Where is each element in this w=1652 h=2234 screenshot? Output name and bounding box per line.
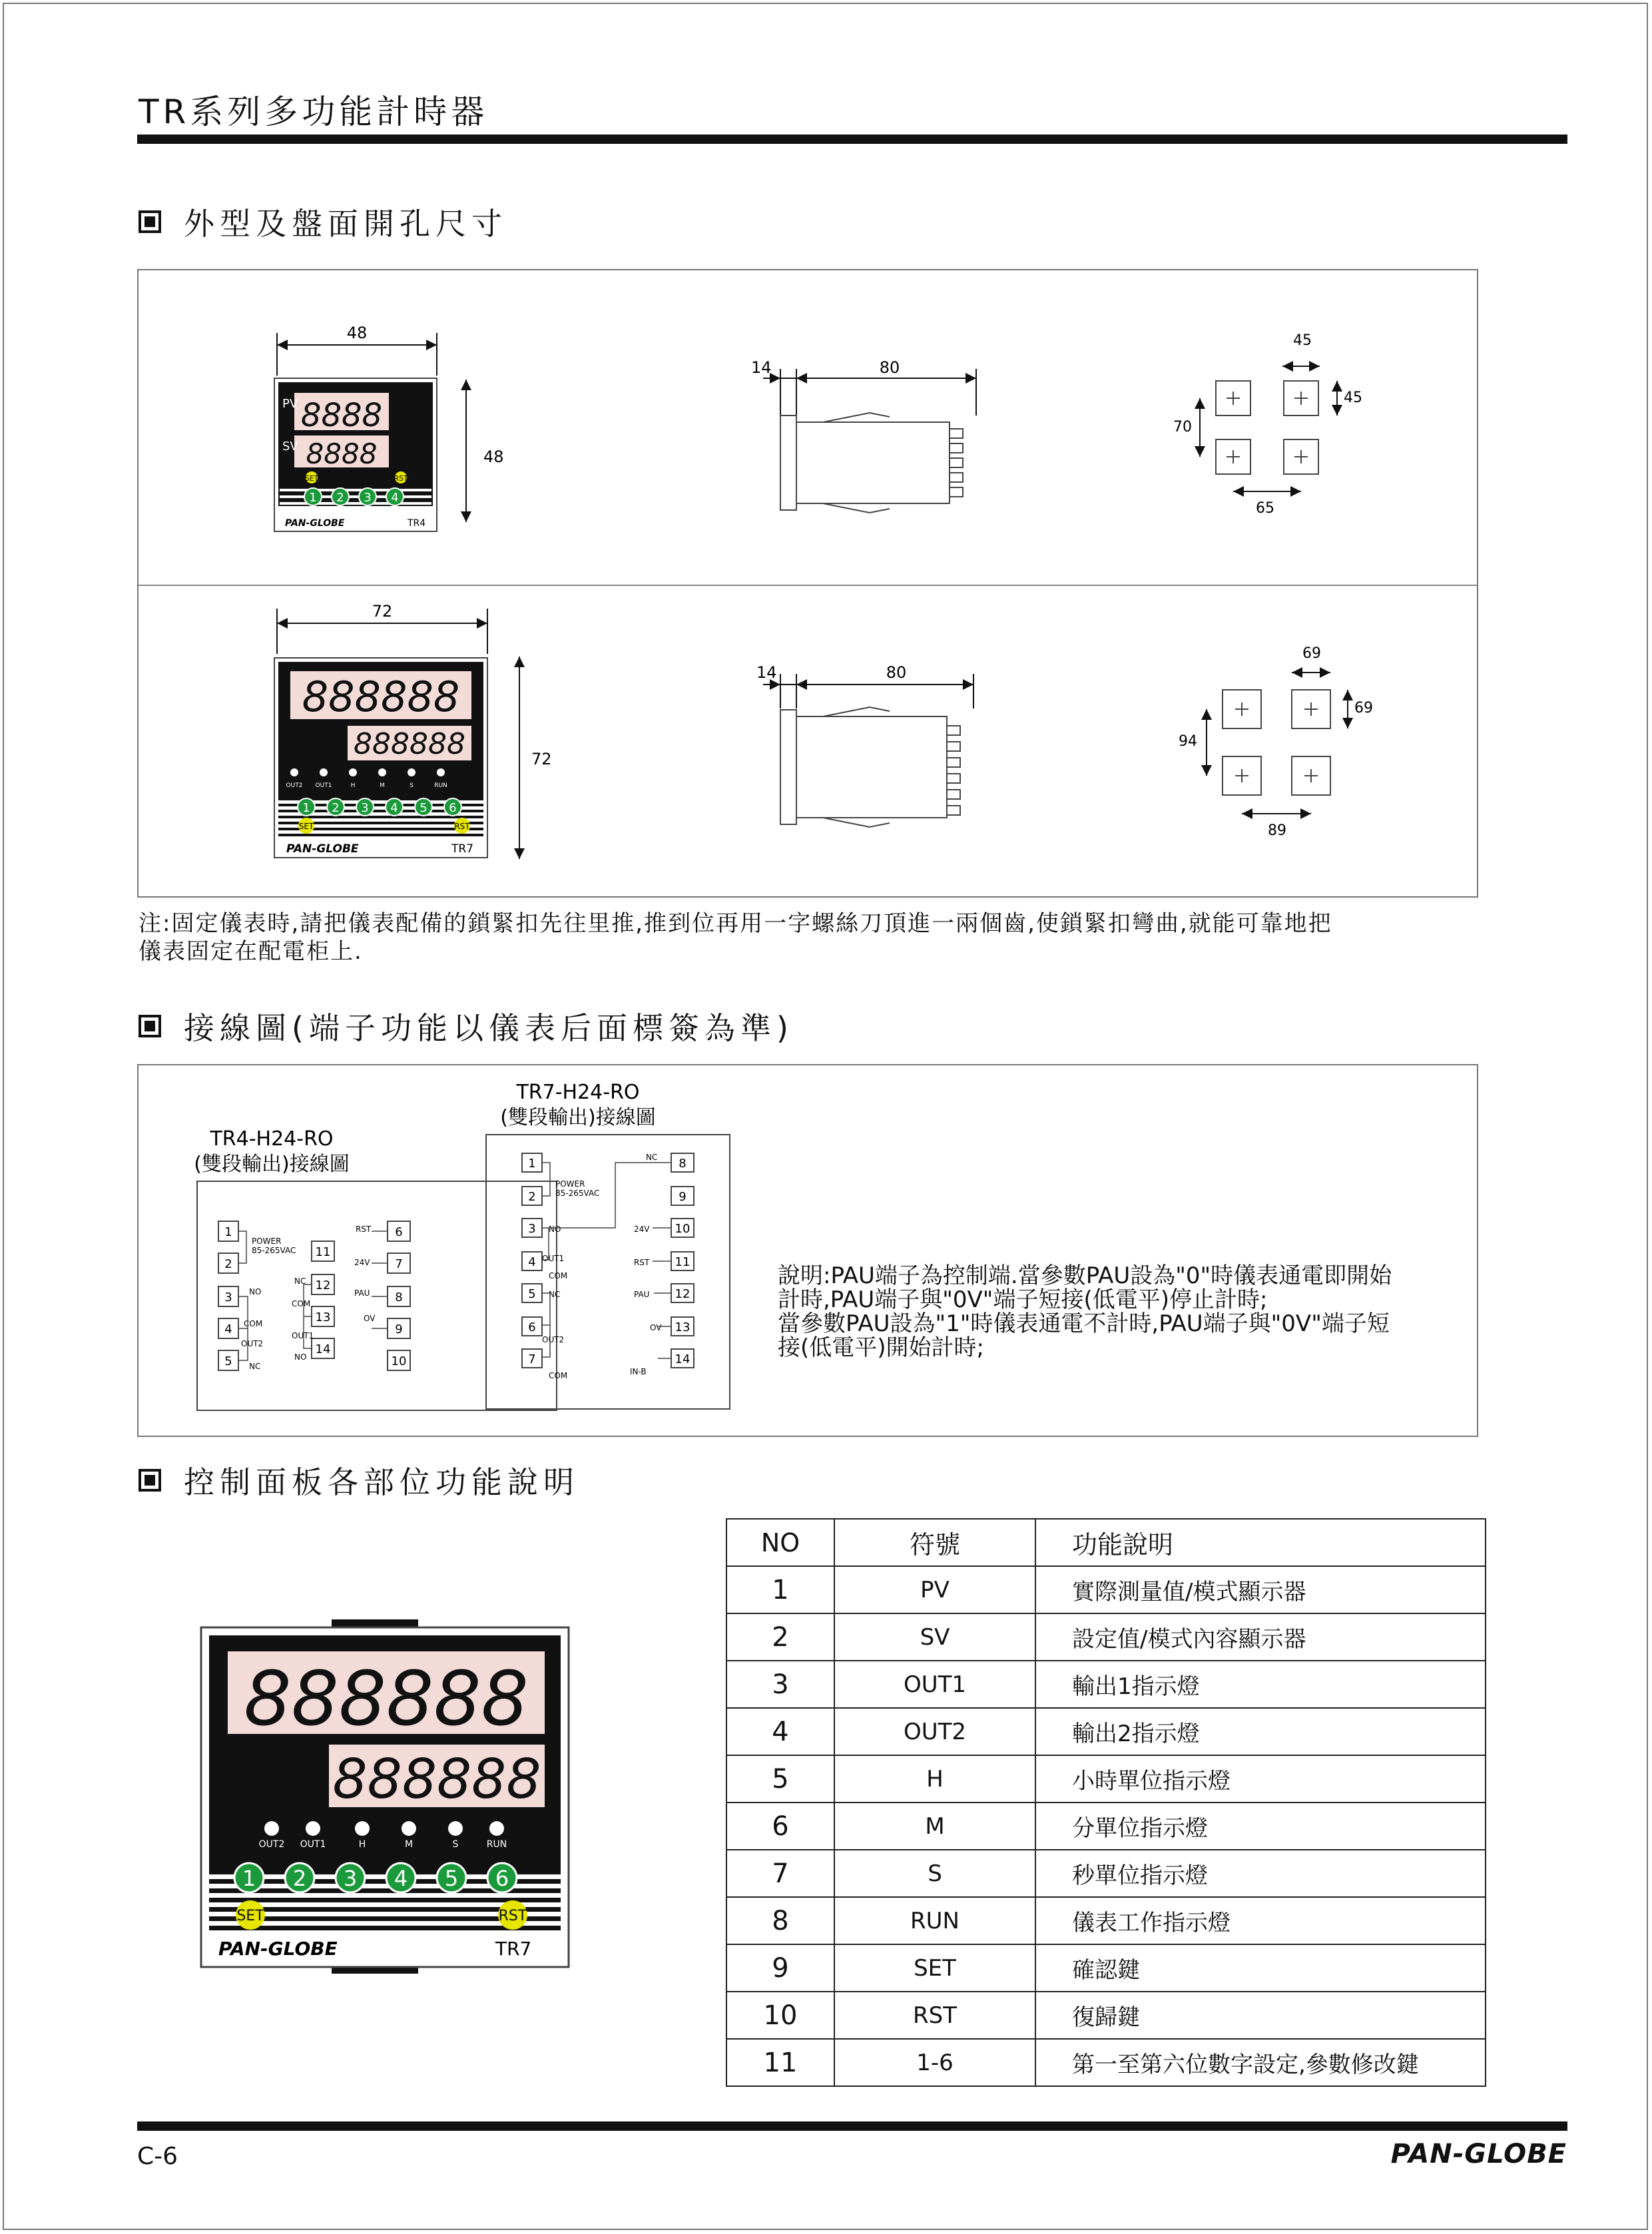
tr4-height-label: 48 — [483, 447, 504, 466]
tr4-set-key: SET — [304, 474, 319, 483]
tr7-height-label: 72 — [531, 750, 552, 768]
no-cell: 1 — [726, 1566, 834, 1613]
tr4-side-view — [751, 358, 976, 513]
symbol-cell: RUN — [834, 1897, 1035, 1944]
tr7-side-view — [756, 663, 973, 827]
large-led-m: M — [404, 1839, 413, 1850]
table-row — [726, 1708, 1486, 1755]
tr4-panel-cutout — [1200, 366, 1337, 491]
no-cell: 8 — [726, 1897, 834, 1944]
no-cell: 4 — [726, 1708, 834, 1755]
large-key-3[interactable]: 3 — [343, 1866, 358, 1891]
tr4-depth-front: 14 — [751, 358, 772, 377]
function-cell: 秒單位指示燈 — [1035, 1850, 1486, 1897]
svg-text:5: 5 — [528, 1287, 536, 1301]
no-cell: 3 — [726, 1661, 834, 1708]
tr7-depth: 80 — [886, 663, 907, 682]
explain-line-4: 接(低電平)開始計時; — [778, 1334, 984, 1361]
page-title: TR系列多功能計時器 — [138, 93, 489, 131]
svg-text:COM: COM — [244, 1319, 263, 1328]
section-panel-title: 控制面板各部位功能說明 — [184, 1464, 579, 1500]
svg-text:PAU: PAU — [354, 1288, 370, 1298]
large-key-6[interactable]: 6 — [495, 1866, 509, 1891]
tr7-wiring-title: TR7-H24-RO — [516, 1081, 640, 1104]
header-function: 功能說明 — [1035, 1519, 1486, 1566]
tr7-led-s: S — [410, 782, 413, 789]
svg-text:2: 2 — [528, 1190, 536, 1204]
symbol-cell: OUT1 — [834, 1661, 1035, 1708]
svg-text:3: 3 — [528, 1222, 536, 1236]
svg-text:NC: NC — [646, 1153, 658, 1162]
svg-text:12: 12 — [315, 1278, 331, 1292]
tr4-rst-key: RST — [394, 474, 408, 483]
square-bullet-icon — [138, 210, 161, 233]
no-cell: 9 — [726, 1944, 834, 1992]
wiring-diagrams — [137, 1064, 803, 1437]
tr7-key-2: 2 — [332, 801, 340, 815]
tr7-brand: PAN-GLOBE — [286, 842, 359, 856]
header-symbol: 符號 — [834, 1519, 1035, 1566]
note-line-2: 儀表固定在配電柜上. — [138, 938, 363, 965]
svg-text:COM: COM — [549, 1271, 568, 1280]
function-cell: 復歸鍵 — [1035, 1992, 1486, 2039]
function-cell: 小時單位指示燈 — [1035, 1755, 1486, 1803]
tr7-led-m: M — [380, 782, 385, 789]
svg-text:COM: COM — [549, 1371, 568, 1380]
svg-text:PAU: PAU — [634, 1290, 650, 1299]
large-led-out1: OUT1 — [300, 1839, 326, 1850]
svg-text:1: 1 — [528, 1157, 536, 1171]
large-led-s: S — [452, 1839, 459, 1850]
tr7-key-6: 6 — [449, 801, 457, 815]
svg-text:COM: COM — [292, 1299, 311, 1308]
svg-text:11: 11 — [675, 1255, 690, 1269]
svg-text:OUT1: OUT1 — [542, 1254, 565, 1263]
large-brand: PAN-GLOBE — [218, 1938, 338, 1960]
svg-text:13: 13 — [315, 1310, 331, 1324]
explain-line-3: 當參數PAU設為"1"時儀表通電不計時,PAU端子與"0V"端子短 — [778, 1310, 1390, 1337]
no-cell: 10 — [726, 1992, 834, 2039]
large-key-4[interactable]: 4 — [394, 1866, 408, 1891]
no-cell: 11 — [726, 2039, 834, 2086]
note-line-1: 注:固定儀表時,請把儀表配備的鎖緊扣先往里推,推到位再用一字螺絲刀頂進一兩個齒,使鎖緊扣彎曲,就能可靠地把 — [138, 910, 1332, 937]
tr7-led-h: H — [350, 782, 356, 789]
svg-text:NO: NO — [549, 1225, 561, 1234]
svg-text:NC: NC — [294, 1276, 306, 1286]
symbol-cell: RST — [834, 1992, 1035, 2039]
svg-text:3: 3 — [224, 1290, 232, 1304]
svg-text:8: 8 — [395, 1290, 403, 1304]
svg-text:2: 2 — [224, 1257, 232, 1271]
svg-text:4: 4 — [528, 1255, 536, 1269]
symbol-cell: H — [834, 1755, 1035, 1803]
tr4-key-1: 1 — [309, 491, 317, 505]
symbol-cell: 1-6 — [834, 2039, 1035, 2086]
function-cell: 輸出2指示燈 — [1035, 1708, 1486, 1755]
tr7-key-3: 3 — [361, 801, 369, 815]
svg-text:10: 10 — [391, 1354, 407, 1368]
table-row — [726, 1803, 1486, 1850]
svg-text:24V: 24V — [354, 1258, 370, 1267]
svg-text:POWER: POWER — [555, 1179, 585, 1189]
table-row — [726, 1897, 1486, 1944]
tr4-key-2: 2 — [336, 491, 344, 505]
table-row — [726, 1850, 1486, 1897]
header-rule — [137, 135, 1567, 144]
tr4-width-label: 48 — [346, 324, 368, 342]
large-led-run: RUN — [486, 1839, 507, 1850]
tr7-model: TR7 — [451, 842, 474, 856]
section-panel-heading — [138, 1458, 579, 1502]
table-row — [726, 1566, 1486, 1613]
table-row — [726, 1613, 1486, 1661]
large-set-key[interactable]: SET — [236, 1908, 264, 1924]
table-header-row — [726, 1519, 1486, 1566]
tr4-wiring-title: TR4-H24-RO — [210, 1127, 334, 1151]
square-bullet-icon — [138, 1015, 161, 1037]
tr7-pv-digits: 888888 — [302, 673, 460, 721]
svg-text:OUT2: OUT2 — [542, 1335, 565, 1344]
svg-text:NC: NC — [249, 1362, 261, 1371]
footer-rule — [137, 2121, 1567, 2131]
large-key-2[interactable]: 2 — [292, 1866, 307, 1891]
symbol-cell: SV — [834, 1613, 1035, 1661]
function-cell: 設定值/模式內容顯示器 — [1035, 1613, 1486, 1661]
svg-text:POWER: POWER — [252, 1237, 282, 1246]
svg-text:4: 4 — [224, 1322, 232, 1336]
explain-line-1: 說明:PAU端子為控制端.當參數PAU設為"0"時儀表通電即開始 — [778, 1262, 1392, 1289]
large-model: TR7 — [495, 1938, 532, 1960]
function-cell: 確認鍵 — [1035, 1944, 1486, 1992]
tr4-sv-label: SV — [282, 439, 298, 453]
tr7-panel-cutout — [1207, 673, 1348, 814]
function-table — [726, 1518, 1486, 2087]
tr7-pitch-h: 89 — [1268, 822, 1286, 839]
svg-text:1: 1 — [224, 1225, 232, 1239]
tr7-sv-digits: 888888 — [354, 727, 465, 761]
tr7-wiring — [486, 1081, 730, 1409]
section-wiring-title: 接線圖(端子功能以儀表后面標簽為準) — [184, 1010, 794, 1046]
svg-text:6: 6 — [395, 1225, 403, 1239]
tr7-led-out1: OUT1 — [315, 782, 332, 789]
svg-text:RST: RST — [356, 1225, 372, 1234]
tr7-panel-large — [198, 1618, 571, 1978]
footer-brand-logo: PAN-GLOBE — [1390, 2139, 1567, 2169]
svg-text:RST: RST — [634, 1258, 650, 1267]
symbol-cell: S — [834, 1850, 1035, 1897]
svg-text:7: 7 — [528, 1352, 536, 1366]
tr7-front-view — [274, 602, 552, 859]
large-key-5[interactable]: 5 — [444, 1866, 459, 1891]
svg-text:13: 13 — [675, 1320, 690, 1334]
large-key-1[interactable]: 1 — [242, 1866, 256, 1891]
svg-text:24V: 24V — [634, 1225, 650, 1234]
tr4-brand: PAN-GLOBE — [285, 518, 345, 529]
svg-text:9: 9 — [395, 1322, 403, 1336]
tr4-wiring — [194, 1127, 557, 1410]
table-body — [726, 1566, 1486, 2086]
svg-text:OUT1: OUT1 — [292, 1331, 314, 1340]
header-no: NO — [726, 1519, 834, 1566]
svg-text:IN-B: IN-B — [630, 1367, 647, 1376]
tr4-front-view — [274, 324, 504, 531]
svg-text:11: 11 — [315, 1245, 331, 1259]
tr4-model: TR4 — [408, 518, 426, 529]
tr4-pv-label: PV — [282, 397, 298, 411]
svg-text:OV: OV — [364, 1314, 376, 1323]
large-rst-key[interactable]: RST — [498, 1908, 527, 1924]
tr7-depth-front: 14 — [756, 663, 777, 682]
page-number: C-6 — [137, 2143, 178, 2170]
symbol-cell: PV — [834, 1566, 1035, 1613]
tr7-set-key: SET — [298, 822, 314, 831]
wiring-explanation — [778, 1264, 1444, 1360]
svg-text:NO: NO — [294, 1352, 307, 1362]
square-bullet-icon — [138, 1469, 161, 1492]
tr4-pitch-h: 65 — [1256, 500, 1274, 517]
function-cell: 分單位指示燈 — [1035, 1803, 1486, 1850]
symbol-cell: SET — [834, 1944, 1035, 1992]
symbol-cell: M — [834, 1803, 1035, 1850]
symbol-cell: OUT2 — [834, 1708, 1035, 1755]
svg-text:85-265VAC: 85-265VAC — [252, 1246, 296, 1255]
svg-text:NC: NC — [549, 1290, 561, 1299]
svg-text:7: 7 — [395, 1257, 403, 1271]
section-wiring-heading — [138, 1004, 794, 1048]
tr7-key-4: 4 — [390, 801, 398, 815]
tr7-pitch-v: 94 — [1179, 733, 1197, 750]
outline-drawings — [137, 269, 1478, 898]
svg-text:14: 14 — [315, 1342, 331, 1356]
section-outline-title: 外型及盤面開孔尺寸 — [184, 206, 507, 242]
svg-text:8: 8 — [679, 1157, 687, 1171]
large-pv-display: 888888 — [244, 1656, 529, 1743]
svg-text:14: 14 — [675, 1352, 690, 1366]
tr7-width-label: 72 — [372, 602, 393, 621]
svg-text:10: 10 — [675, 1222, 690, 1236]
table-row — [726, 1992, 1486, 2039]
function-cell: 實際測量值/模式顯示器 — [1035, 1566, 1486, 1613]
tr7-led-out2: OUT2 — [286, 782, 303, 789]
no-cell: 6 — [726, 1803, 834, 1850]
large-led-out2: OUT2 — [258, 1839, 285, 1850]
tr4-sv-digits: 8888 — [306, 437, 378, 470]
svg-text:5: 5 — [224, 1354, 232, 1368]
tr7-cut-h: 69 — [1354, 700, 1373, 716]
function-cell: 輸出1指示燈 — [1035, 1661, 1486, 1708]
table-row — [726, 1755, 1486, 1803]
table-row — [726, 2039, 1486, 2086]
tr7-led-run: RUN — [434, 782, 447, 789]
tr4-pitch-v: 70 — [1173, 419, 1192, 435]
tr4-depth: 80 — [879, 358, 900, 377]
mounting-note — [138, 910, 1510, 966]
svg-text:6: 6 — [528, 1320, 536, 1334]
large-sv-display: 888888 — [332, 1748, 541, 1811]
no-cell: 2 — [726, 1613, 834, 1661]
no-cell: 7 — [726, 1850, 834, 1897]
tr7-rst-key: RST — [454, 822, 470, 831]
svg-text:9: 9 — [679, 1190, 687, 1204]
explain-line-2: 計時,PAU端子與"0V"端子短接(低電平)停止計時; — [778, 1286, 1268, 1313]
function-cell: 儀表工作指示燈 — [1035, 1897, 1486, 1944]
section-outline-heading — [138, 200, 507, 244]
tr4-key-4: 4 — [391, 491, 399, 505]
tr7-key-1: 1 — [302, 801, 310, 815]
svg-text:12: 12 — [675, 1287, 690, 1301]
tr4-cut-w: 45 — [1293, 332, 1312, 349]
svg-text:NO: NO — [249, 1287, 262, 1296]
svg-text:OV: OV — [650, 1323, 662, 1332]
tr4-cut-h: 45 — [1344, 390, 1362, 406]
function-cell: 第一至第六位數字設定,參數修改鍵 — [1035, 2039, 1486, 2086]
svg-text:85-265VAC: 85-265VAC — [555, 1189, 600, 1198]
svg-text:OUT2: OUT2 — [241, 1339, 264, 1348]
tr4-pv-digits: 8888 — [300, 397, 383, 434]
tr7-key-5: 5 — [419, 801, 427, 815]
tr4-key-3: 3 — [364, 491, 372, 505]
large-led-h: H — [358, 1839, 366, 1850]
tr4-wiring-subtitle: (雙段輸出)接線圖 — [194, 1153, 350, 1176]
tr7-cut-w: 69 — [1302, 645, 1321, 662]
no-cell: 5 — [726, 1755, 834, 1803]
tr7-wiring-subtitle: (雙段輸出)接線圖 — [500, 1106, 656, 1129]
table-row — [726, 1661, 1486, 1708]
table-row — [726, 1944, 1486, 1992]
